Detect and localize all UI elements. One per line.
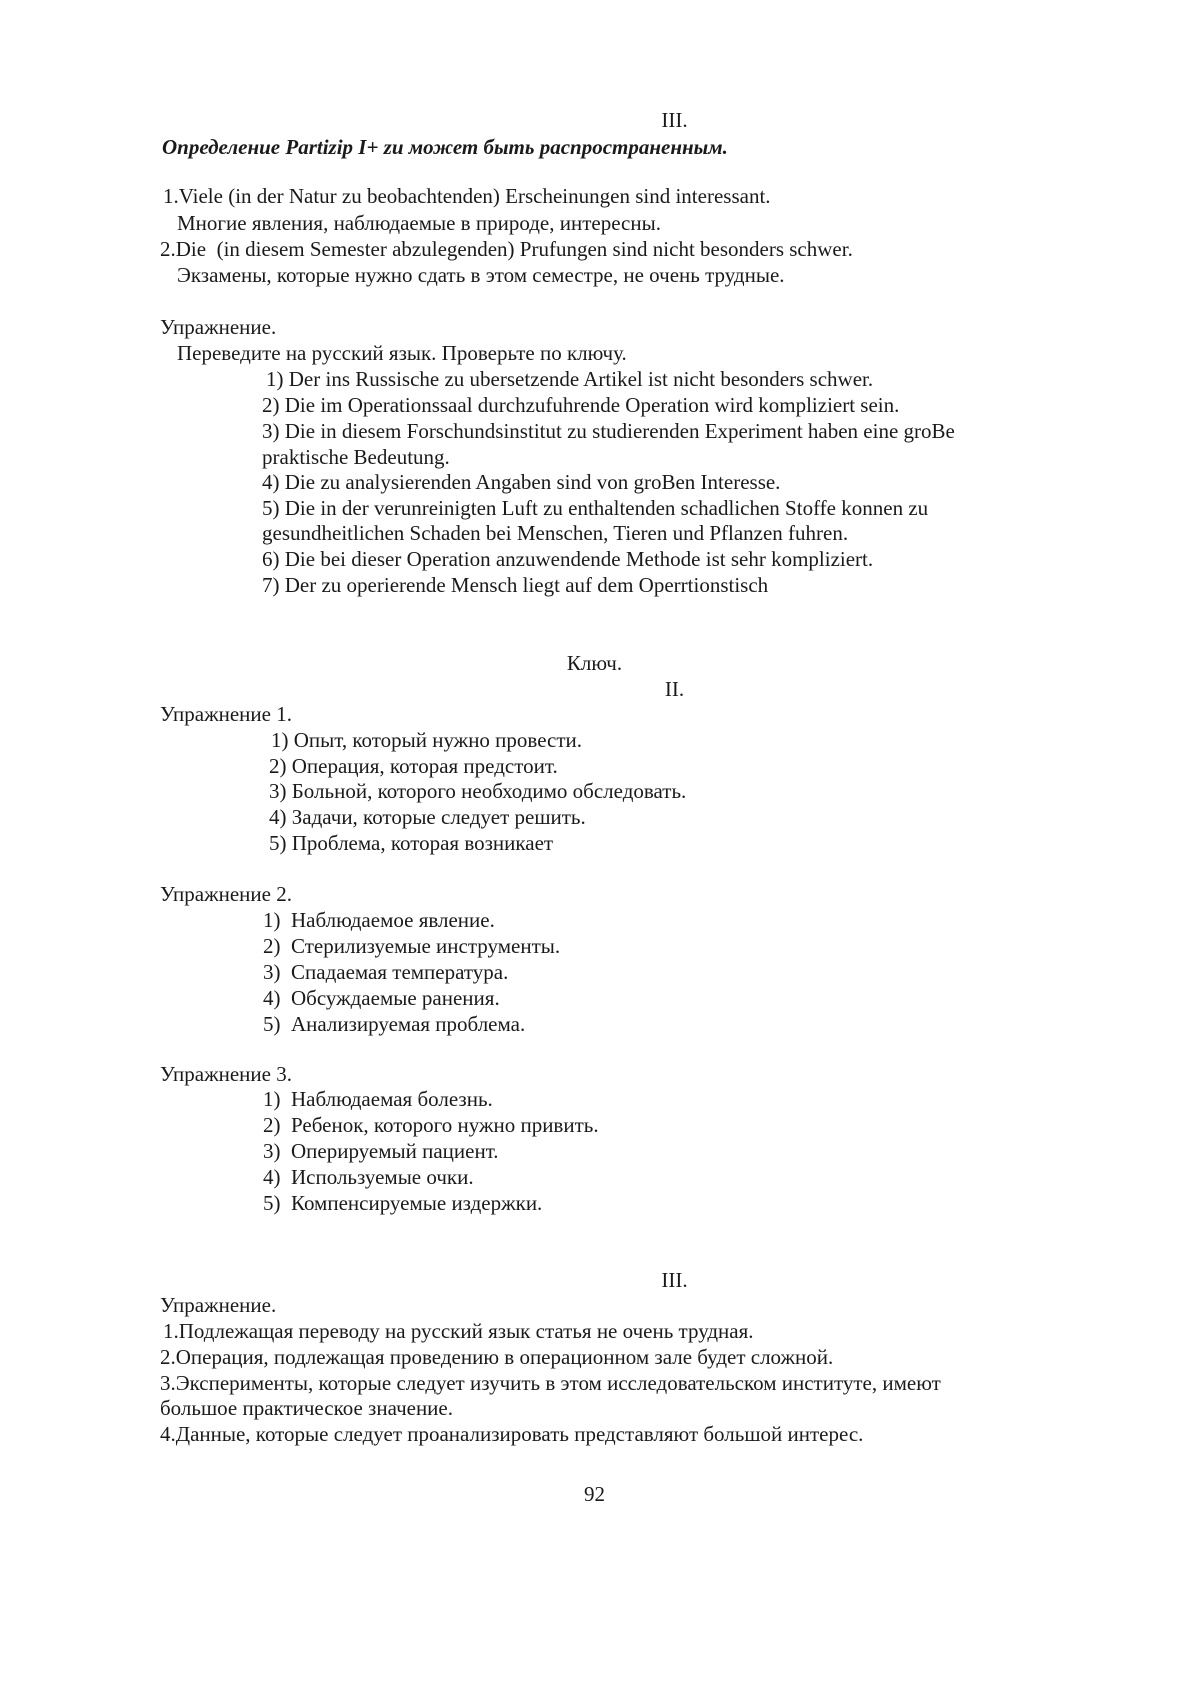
key-item <box>263 1138 499 1164</box>
item-number: 2) <box>263 934 281 958</box>
key-item <box>269 830 553 856</box>
item-number: 1) <box>266 367 284 391</box>
key-answer <box>163 1318 754 1344</box>
exercise-label: Упражнение. <box>160 315 277 339</box>
item-number: 3) <box>262 419 280 443</box>
key-title: Ключ. <box>566 651 623 675</box>
answer-number: 1. <box>163 1319 179 1343</box>
key-exercise-2-label: Упражнение 2. <box>160 882 292 906</box>
item-text: Die im Operationssaal durchzufuhrende Operation wird kompliziert sein. <box>284 393 900 417</box>
answer-number: 3. <box>160 1371 176 1395</box>
item-number: 1) <box>263 1087 281 1111</box>
item-text: Проблема, которая возникает <box>291 831 554 855</box>
key-exercise-3-label: Упражнение 3. <box>160 1062 292 1086</box>
item-number: 5) <box>263 1191 281 1215</box>
item-text: Оперируемый пациент. <box>291 1139 499 1163</box>
item-text: Операция, которая предстоит. <box>291 754 558 778</box>
item-text: Die zu analysierenden Angaben sind von groBen Interesse. <box>284 470 781 494</box>
key-item <box>263 985 500 1011</box>
exercise-item <box>262 418 955 444</box>
item-text: Используемые очки. <box>291 1165 474 1189</box>
key-numeral-2: II. <box>664 677 685 701</box>
item-text: Компенсируемые издержки. <box>291 1191 543 1215</box>
item-number: 2) <box>263 1113 281 1137</box>
key-item <box>263 1011 525 1037</box>
item-text: Обсуждаемые ранения. <box>291 986 500 1010</box>
exercise-item <box>262 546 873 572</box>
item-text: Задачи, которые следует решить. <box>291 805 586 829</box>
item-text: Анализируемая проблема. <box>291 1012 526 1036</box>
exercise-item <box>262 572 768 598</box>
exercise-item <box>262 469 780 495</box>
example-2-russian: Экзамены, которые нужно сдать в этом семестре, не очень трудные. <box>177 263 785 287</box>
key-item <box>269 778 686 804</box>
item-number: 5) <box>263 1012 281 1036</box>
item-number: 3) <box>269 779 287 803</box>
key-item <box>269 804 586 830</box>
example-number: 1. <box>163 184 179 208</box>
item-number: 4) <box>263 986 281 1010</box>
answer-text: Данные, которые следует проанализировать представляют большой интерес. <box>175 1422 864 1446</box>
key-numeral-3: III. <box>661 1268 688 1292</box>
example-2-german <box>160 236 853 262</box>
item-text: Der ins Russische zu ubersetzende Artikel ist nicht besonders schwer. <box>288 367 874 391</box>
answer-text: Подлежащая переводу на русский язык статья не очень трудная. <box>178 1319 754 1343</box>
exercise-item <box>262 392 899 418</box>
exercise-item <box>262 495 928 521</box>
example-text: Die (in diesem Semester abzulegenden) Prufungen sind nicht besonders schwer. <box>175 237 853 261</box>
item-number: 5) <box>269 831 287 855</box>
key-item <box>263 1190 542 1216</box>
answer-text: Операция, подлежащая проведению в операционном зале будет сложной. <box>175 1345 834 1369</box>
item-text: Опыт, который нужно провести. <box>293 728 583 752</box>
key-item <box>269 753 558 779</box>
answer-number: 2. <box>160 1345 176 1369</box>
key-item <box>263 959 508 985</box>
key-item <box>263 907 495 933</box>
item-number: 2) <box>269 754 287 778</box>
section-numeral: III. <box>661 108 688 132</box>
key-answer-continuation: большое практическое значение. <box>160 1396 453 1420</box>
item-text: Наблюдаемая болезнь. <box>291 1087 493 1111</box>
example-number: 2. <box>160 237 176 261</box>
item-number: 4) <box>269 805 287 829</box>
item-number: 2) <box>262 393 280 417</box>
key-answer <box>160 1421 863 1447</box>
example-1-russian: Многие явления, наблюдаемые в природе, интересны. <box>177 211 661 235</box>
exercise-instruction: Переведите на русский язык. Проверьте по ключу. <box>177 341 627 365</box>
key-item <box>271 727 582 753</box>
answer-number: 4. <box>160 1422 176 1446</box>
item-text: Наблюдаемое явление. <box>291 908 495 932</box>
item-text: Больной, которого необходимо обследовать. <box>291 779 687 803</box>
item-text: Спадаемая температура. <box>291 960 509 984</box>
item-number: 4) <box>263 1165 281 1189</box>
item-number: 7) <box>262 573 280 597</box>
item-text: Die in diesem Forschundsinstitut zu studierenden Experiment haben eine groBe <box>284 419 955 443</box>
key-exercise-1-label: Упражнение 1. <box>160 702 292 726</box>
key-item <box>263 1164 474 1190</box>
item-number: 5) <box>262 496 280 520</box>
key-item <box>263 1112 599 1138</box>
item-number: 3) <box>263 1139 281 1163</box>
key-answer <box>160 1344 833 1370</box>
exercise-item-continuation: gesundheitlichen Schaden bei Menschen, Tieren und Pflanzen fuhren. <box>262 521 849 545</box>
exercise-item <box>266 366 873 392</box>
item-number: 6) <box>262 547 280 571</box>
example-text: Viele (in der Natur zu beobachtenden) Erscheinungen sind interessant. <box>178 184 771 208</box>
item-text: Die bei dieser Operation anzuwendende Methode ist sehr kompliziert. <box>284 547 874 571</box>
key-item <box>263 1086 493 1112</box>
key-item <box>263 933 560 959</box>
page-number: 92 <box>584 1482 605 1506</box>
item-number: 3) <box>263 960 281 984</box>
item-text: Der zu operierende Mensch liegt auf dem Operrtionstisch <box>284 573 769 597</box>
answer-text: Эксперименты, которые следует изучить в этом исследовательском институте, имеют <box>175 1371 941 1395</box>
example-1-german <box>163 183 771 209</box>
key-answer <box>160 1370 941 1396</box>
item-text: Стерилизуемые инструменты. <box>291 934 561 958</box>
key-exercise-label: Упражнение. <box>160 1293 277 1317</box>
section-heading: Определение Partizip I+ zu может быть распространенным. <box>162 135 728 159</box>
item-number: 1) <box>263 908 281 932</box>
item-text: Ребенок, которого нужно привить. <box>291 1113 599 1137</box>
item-number: 1) <box>271 728 289 752</box>
item-number: 4) <box>262 470 280 494</box>
exercise-item-continuation: praktische Bedeutung. <box>262 445 450 469</box>
item-text: Die in der verunreinigten Luft zu enthaltenden schadlichen Stoffe konnen zu <box>284 496 929 520</box>
